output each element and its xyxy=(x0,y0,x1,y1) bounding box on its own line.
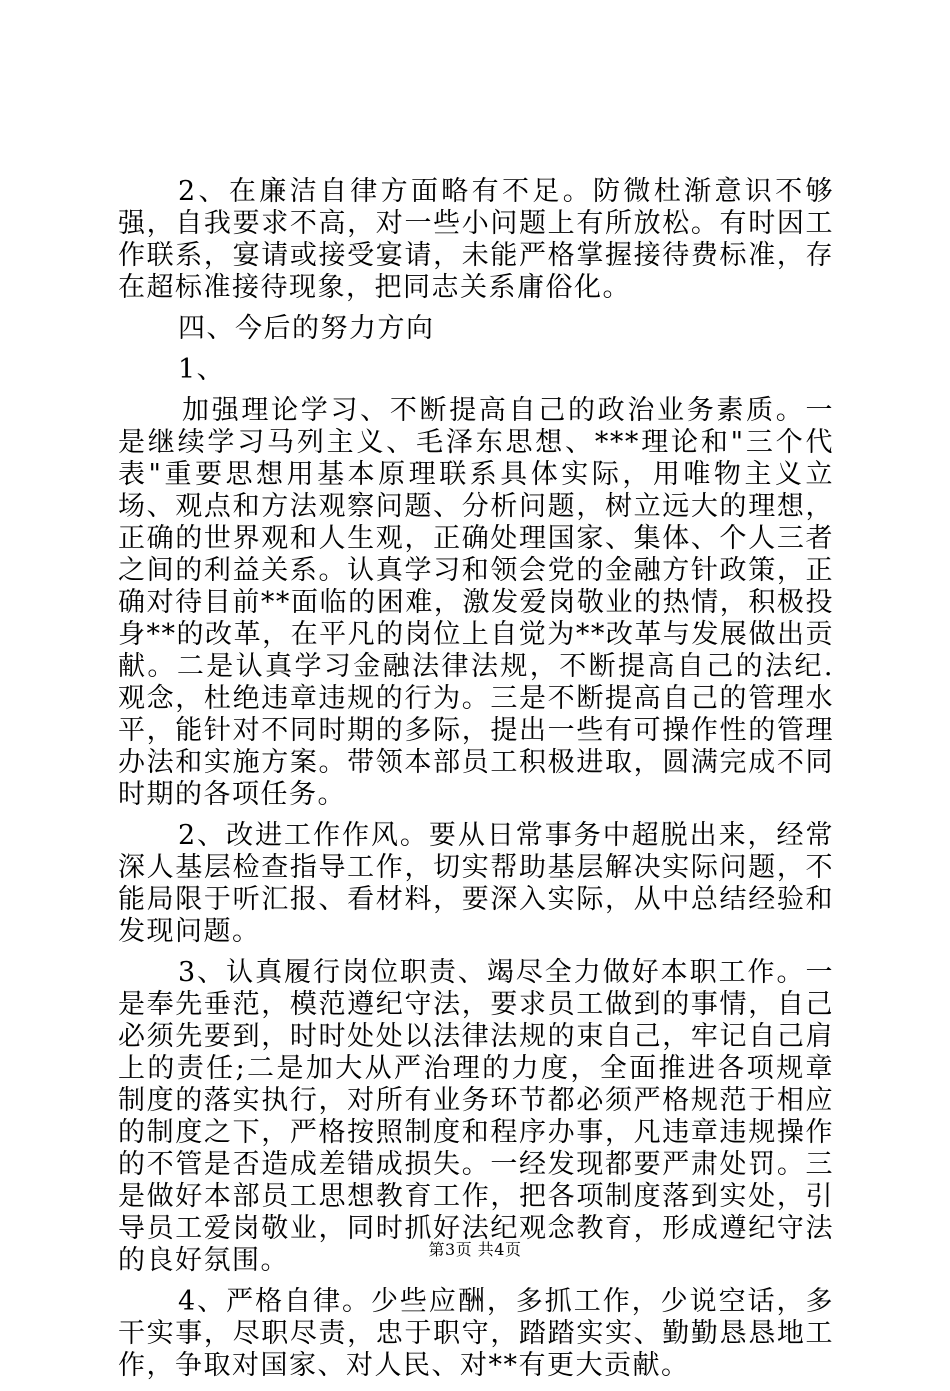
paragraph-theory-study: 加强理论学习、不断提高自己的政治业务素质。一是继续学习马列主义、毛泽东思想、***理论和"三个代表"重要思想用基本原理联系具体实际，用唯物主义立场、观点和方法观察问题、分析问题，树立远大的理想，正确的世界观和人生观，正确处理国家、集体、个人三者之间的利益关系。认真学习和领会党的金融方针政策，正确对待目前**面临的困难，激发爱岗敬业的热情，积极投身**的改革，在平凡的岗位上自觉为**改革与发展做出贡献。二是认真学习金融法律法规，不断提高自己的法纪.观念，杜绝违章违规的行为。三是不断提高自己的管理水平，能针对不同时期的多际，提出一些有可操作性的管理办法和实施方案。带领本部员工积极进取，圆满完成不同时期的各项任务。 xyxy=(118,395,834,810)
paragraph-job-duties: 3、认真履行岗位职责、竭尽全力做好本职工作。一是奉先垂范，模范遵纪守法，要求员工做到的事情，自己必须先要到，时时处处以法律法规的束自己，牢记自己肩上的责任;二是加大从严治理的力度，全面推进各项规章制度的落实执行，对所有业务环节都必须严格规范于相应的制度之下，严格按照制度和程序办事，凡违章违规操作的不管是否造成差错成损失。一经发现都要严肃处罚。三是做好本部员工思想教育工作，把各项制度落到实处，引导员工爱岗敬业，同时抓好法纪观念教育，形成遵纪守法的良好氛围。 xyxy=(118,957,834,1276)
section-heading-future-direction: 四、今后的努力方向 xyxy=(178,313,435,344)
list-number-1: 1、 xyxy=(178,354,226,385)
document-body xyxy=(118,176,834,1391)
paragraph-work-style: 2、改进工作作风。要从日常事务中超脱出来，经常深人基层检查指导工作，切实帮助基层解决实际问题，不能局限于听汇报、看材料，要深入实际，从中总结经验和发现问题。 xyxy=(118,820,834,947)
paragraph-self-discipline: 4、严格自律。少些应酬，多抓工作，少说空话，多干实事，尽职尽责，忠于职守，踏踏实实、勤勤恳恳地工作，争取对国家、对人民、对**有更大贡献。 xyxy=(118,1286,834,1381)
page-number-footer: 第3页 共4页 xyxy=(428,1240,522,1259)
paragraph-integrity-shortcomings: 2、在廉洁自律方面略有不足。防微杜渐意识不够强，自我要求不高，对一些小问题上有所放松。有时因工作联系，宴请或接受宴请，未能严格掌握接待费标准，存在超标准接待现象，把同志关系庸俗化。 xyxy=(118,176,834,303)
